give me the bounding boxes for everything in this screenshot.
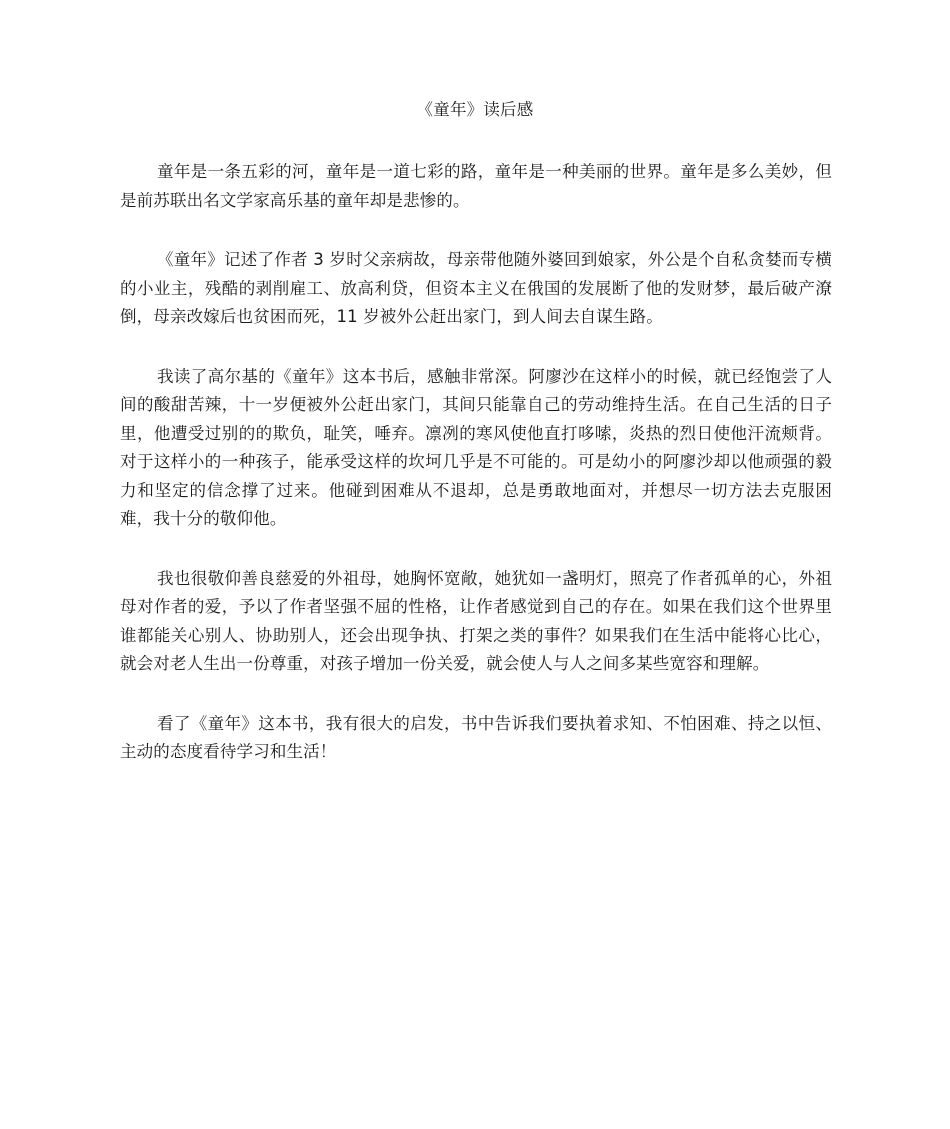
paragraph-3: 我读了高尔基的《童年》这本书后，感触非常深。阿廖沙在这样小的时候，就已经饱尝了人间的酸甜苦辣，十一岁便被外公赶出家门，其间只能靠自己的劳动维持生活。在自己生活的日子里，他遭受过别的的欺负，耻笑，唾弃。凛冽的寒风使他直打哆嗦，炎热的烈日使他汗流颊背。对于这样小的一种孩子，能承受这样的坎坷几乎是不可能的。可是幼小的阿廖沙却以他顽强的毅力和坚定的信念撑了过来。他碰到困难从不退却，总是勇敢地面对，并想尽一切方法去克服困难，我十分的敬仰他。 — [120, 366, 832, 528]
paragraph-4: 我也很敬仰善良慈爱的外祖母，她胸怀宽敞，她犹如一盏明灯，照亮了作者孤单的心，外祖母对作者的爱，予以了作者坚强不屈的性格，让作者感觉到自己的存在。如果在我们这个世界里谁都能关心别人、协助别人，还会出现争执、打架之类的事件？如果我们在生活中能将心比心，就会对老人生出一份尊重，对孩子增加一份关爱，就会使人与人之间多某些宽容和理解。 — [120, 568, 832, 673]
paragraph-2: 《童年》记述了作者 3 岁时父亲病故，母亲带他随外婆回到娘家，外公是个自私贪婪而专横的小业主，残酷的剥削雇工、放高利贷，但资本主义在俄国的发展断了他的发财梦，最后破产潦倒，母亲改嫁后也贫困而死，11 岁被外公赶出家门，到人间去自谋生路。 — [120, 250, 832, 326]
document-title: 《童年》读后感 — [416, 100, 534, 119]
paragraph-1: 童年是一条五彩的河，童年是一道七彩的路，童年是一种美丽的世界。童年是多么美妙，但是前苏联出名文学家高乐基的童年却是悲惨的。 — [120, 162, 832, 210]
paragraph-5: 看了《童年》这本书，我有很大的启发，书中告诉我们要执着求知、不怕困难、持之以恒、主动的态度看待学习和生活！ — [120, 713, 832, 761]
document-body — [120, 158, 832, 798]
